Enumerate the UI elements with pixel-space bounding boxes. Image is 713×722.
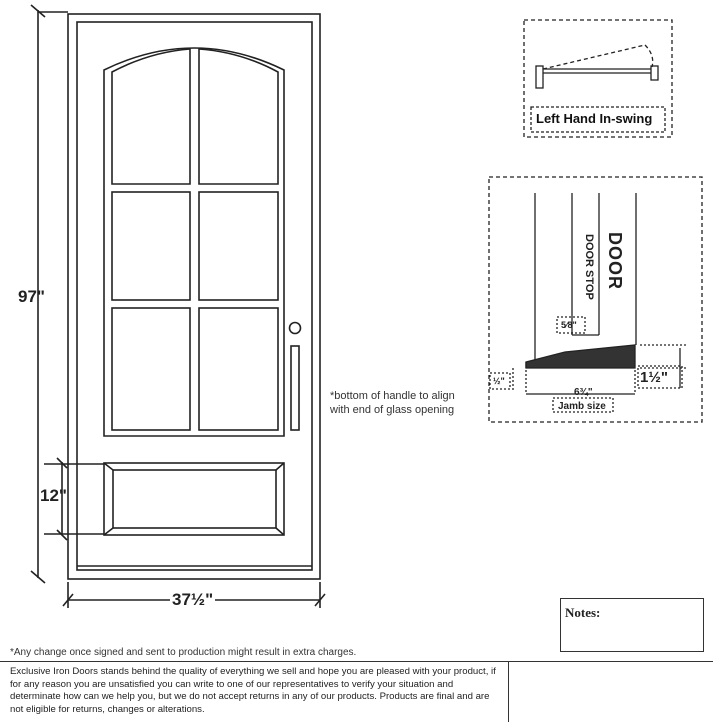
footer-box	[0, 661, 713, 721]
jamb-detail-box	[489, 177, 702, 422]
door-knob	[290, 323, 301, 334]
jamb-depth-label: 1½"	[640, 369, 668, 386]
height-dimension-label: 97"	[18, 287, 45, 306]
glass-pane	[199, 192, 278, 300]
footer-divider	[508, 662, 509, 722]
glass-pane	[112, 49, 190, 184]
panel-bevel	[276, 463, 284, 470]
footer-text: Exclusive Iron Doors stands behind the quality of everything we sell and hope you are pleased with your product, if for any reason you are unsatisfied you can write to one of our representatives to verify your situation and determinate how can we help you, but we do not accept returns in any of our products. Products are final and are not eligible for returns, changes or alterations.	[10, 666, 496, 715]
notes-label: Notes:	[565, 605, 601, 620]
jamb-door-stop-label: DOOR STOP	[583, 234, 595, 300]
disclaimer-text: *Any change once signed and sent to production might result in extra charges.	[10, 647, 357, 658]
glass-arch-outer	[104, 48, 284, 436]
handle-note: *bottom of handle to align with end of glass opening	[330, 390, 455, 416]
bottom-panel-outer	[104, 463, 284, 535]
panel-bevel	[276, 528, 284, 535]
glass-pane	[199, 49, 278, 184]
swing-label: Left Hand In-swing	[536, 111, 653, 126]
glass-pane	[112, 192, 190, 300]
jamb-door-label: DOOR	[605, 232, 625, 290]
jamb-width-label: 6¾"	[574, 387, 593, 398]
jamb-size-label: Jamb size	[558, 401, 606, 412]
jamb-lip-label: ½"	[493, 376, 505, 386]
swing-door-symbol	[536, 45, 658, 88]
panel-height-label: 12"	[40, 486, 67, 505]
door-outer-frame	[68, 14, 320, 579]
glass-pane	[112, 308, 190, 430]
panel-bevel	[104, 463, 113, 470]
door-handle-bar	[291, 346, 299, 430]
jamb-stop-width-label: 5⁄8"	[561, 320, 577, 330]
panel-bevel	[104, 528, 113, 535]
width-dimension-label: 37½"	[172, 590, 214, 609]
notes-box[interactable]	[560, 598, 704, 652]
glass-pane	[199, 308, 278, 430]
bottom-panel-inner	[113, 470, 276, 528]
